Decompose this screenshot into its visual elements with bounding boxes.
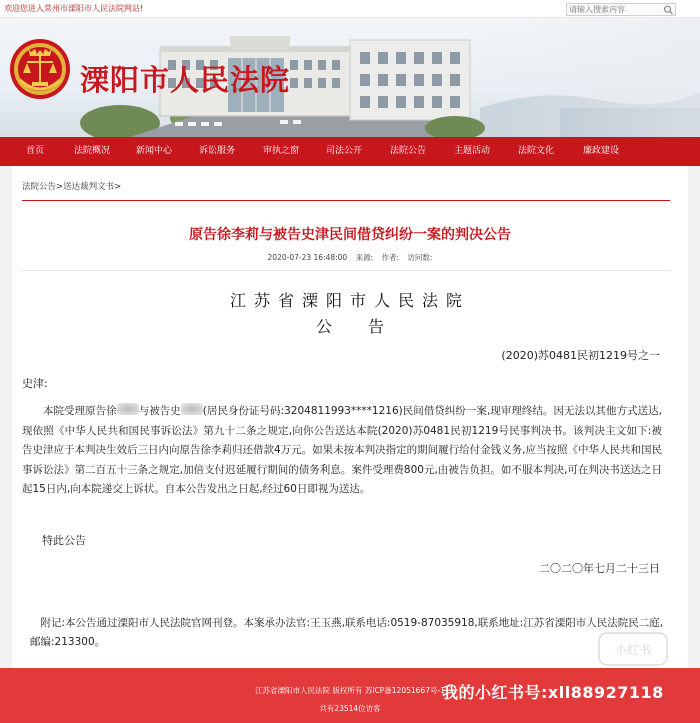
watermark-logo-text: 小红书 <box>614 643 652 657</box>
footer-copyright: 江苏省溧阳市人民法院 版权所有 苏ICP备12051667号-1 <box>255 686 445 695</box>
nav-item-integrity-building[interactable]: 廉政建设 <box>582 146 619 156</box>
nav-item-court-notices[interactable]: 法院公告 <box>389 146 426 156</box>
meta-divider <box>22 270 670 271</box>
notice-content-panel <box>12 166 688 668</box>
nav-item-theme-activities[interactable]: 主题活动 <box>453 146 490 156</box>
main-nav <box>0 137 700 166</box>
notice-date: 二〇二〇年七月二十三日 <box>539 562 660 575</box>
nav-item-news-center[interactable]: 新闻中心 <box>135 146 172 156</box>
nav-item-litigation-service[interactable]: 诉讼服务 <box>198 146 235 156</box>
closing-phrase: 特此公告 <box>42 534 86 547</box>
document-type-heading: 公告 <box>315 317 420 336</box>
breadcrumb[interactable]: 法院公告>送达裁判文书> <box>22 182 122 192</box>
document-court-heading: 江苏省溧阳市人民法院 <box>229 291 470 310</box>
court-emblem-icon <box>8 36 72 102</box>
nav-item-trial-window[interactable]: 审执之窗 <box>262 146 299 156</box>
xiaohongshu-watermark-logo <box>598 632 668 666</box>
notice-body <box>22 402 662 500</box>
body-part-1: 本院受理原告徐 <box>43 405 117 417</box>
banner-fade <box>470 18 700 137</box>
site-footer <box>0 668 700 723</box>
top-utility-bar <box>0 0 700 18</box>
nav-item-court-culture[interactable]: 法院文化 <box>517 146 554 156</box>
notice-footnote: 附记:本公告通过溧阳市人民法院官网刊登。本案承办法官:王玉燕,联系电话:0519-87035918,联系地址:江苏省溧阳市人民法院民二庭,邮编:213300。 <box>30 617 664 648</box>
body-part-3: (居民身份证号码:3204811993****1216)民间借贷纠纷一案,现审理终结。因无法以其他方式送达,现依照《中华人民共和国民事诉讼法》第九十二条之规定,向你公告送达本院(2020)苏0481民初1219号民事判决书。该判决主文如下:被告史津应于本判决生效后三日内向原告徐李莉归还借款4万元。如果未按本判决指定的期间履行给付金钱义务,应当按照《中华人民共和国民事诉讼法》第二百五十三条之规定,加倍支付迟延履行期间的债务利息。案件受理费800元,由被告负担。如不服本判决,可在判决书送达之日起15日内,向本院递交上诉状。自本公告发出之日起,经过60日即视为送达。 <box>22 405 663 495</box>
redacted-name-blur <box>181 403 203 415</box>
body-part-2: 与被告史 <box>138 405 181 417</box>
xiaohongshu-handle-watermark: 我的小红书号:xll88927118 <box>442 683 664 702</box>
nav-item-court-overview[interactable]: 法院概况 <box>73 146 110 156</box>
search-input[interactable] <box>569 4 661 15</box>
nav-item-judicial-openness[interactable]: 司法公开 <box>325 146 362 156</box>
footer-visitor-count: 共有23514位访客 <box>319 704 381 713</box>
notice-meta <box>12 252 688 263</box>
redacted-name-blur <box>117 403 139 415</box>
search-icon[interactable] <box>663 5 674 15</box>
breadcrumb-divider <box>22 200 670 201</box>
notice-datetime: 2020-07-23 16:48:00 <box>267 253 348 262</box>
search-box <box>566 3 676 16</box>
notice-source-label: 来源: <box>355 253 374 262</box>
court-name-title: 溧阳市人民法院 <box>80 63 291 97</box>
case-number: (2020)苏0481民初1219号之一 <box>501 349 660 362</box>
header-banner <box>0 18 700 137</box>
notice-title: 原告徐李莉与被告史津民间借贷纠纷一案的判决公告 <box>189 227 511 243</box>
welcome-text: 欢迎您进入常州市溧阳市人民法院网站! <box>4 4 144 13</box>
notice-views-label: 访问数: <box>407 253 433 262</box>
addressee: 史津: <box>22 377 48 390</box>
notice-author-label: 作者: <box>381 253 400 262</box>
nav-item-home[interactable]: 首页 <box>25 146 44 156</box>
